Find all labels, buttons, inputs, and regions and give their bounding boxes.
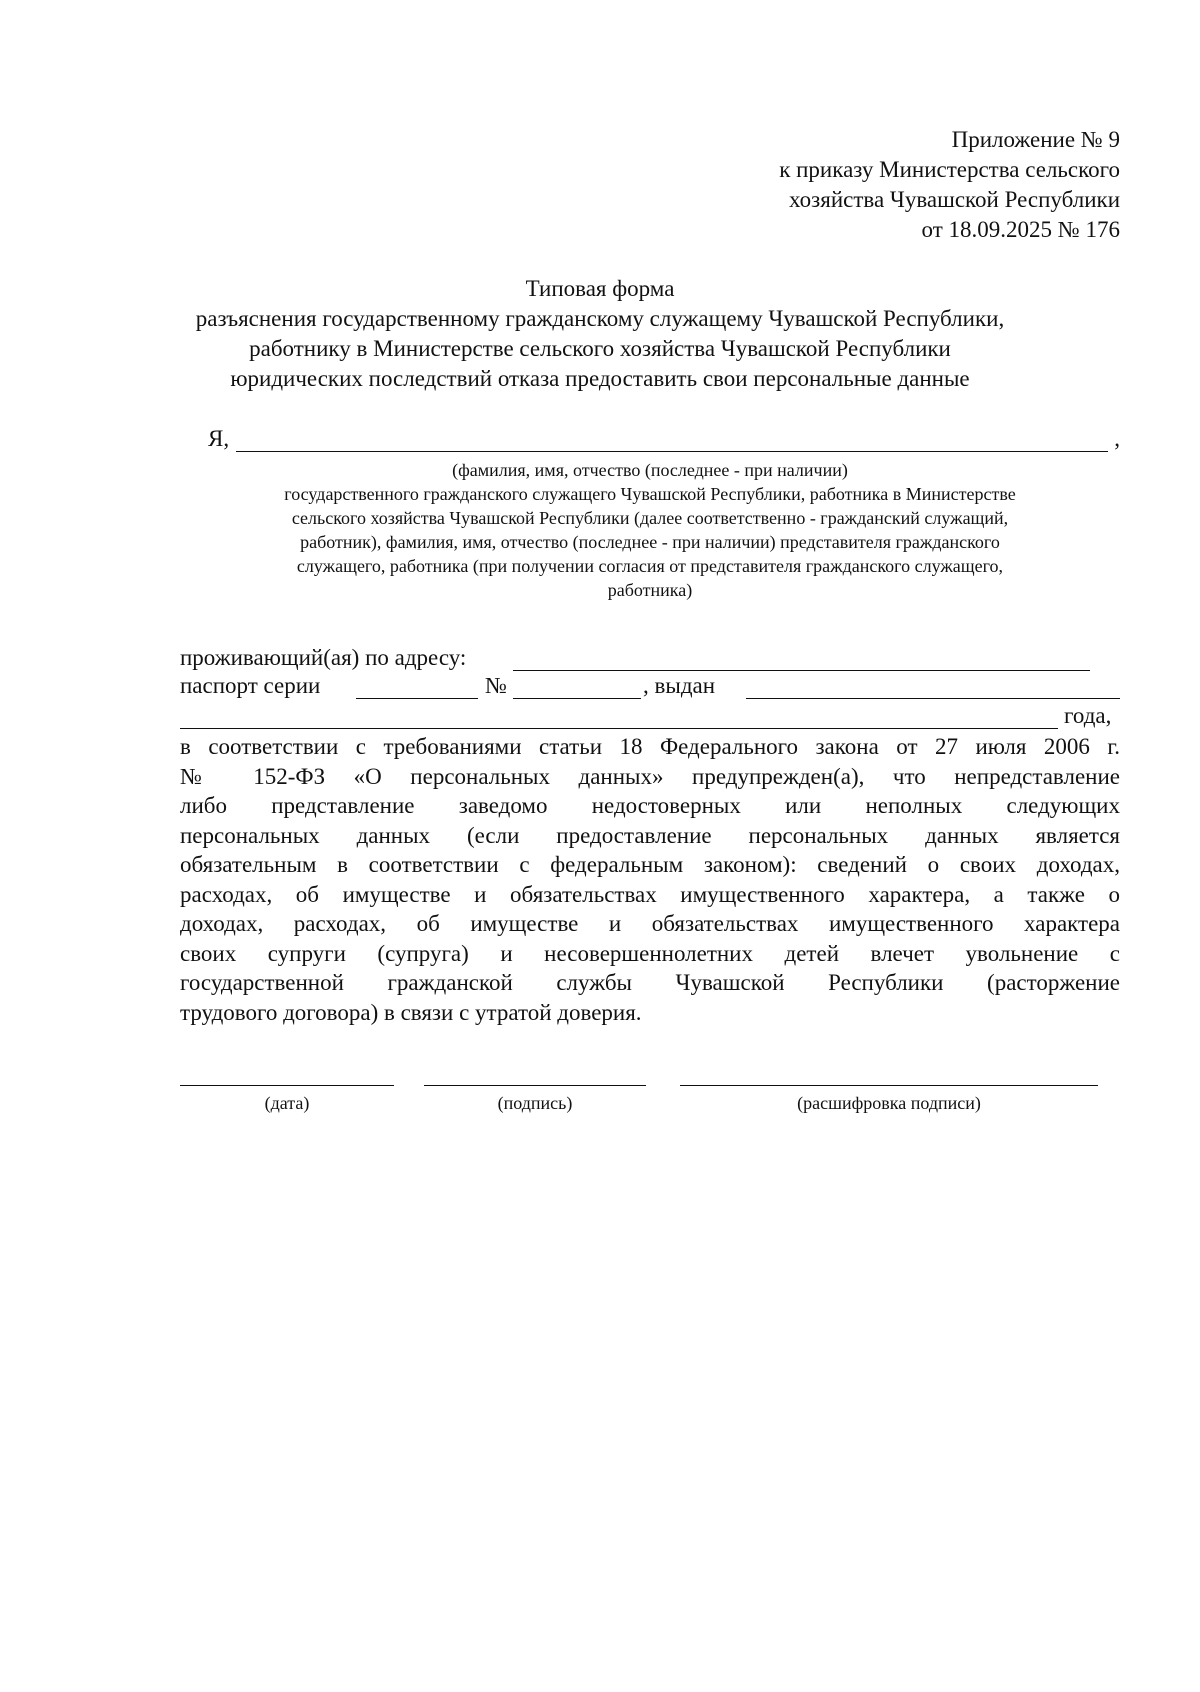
appendix-number: Приложение № 9 (951, 127, 1120, 152)
issuer-row (180, 701, 1120, 731)
form-title-line: юридических последствий отказа предоставить свои персональные данные (230, 366, 970, 391)
passport-number-field[interactable] (513, 698, 641, 699)
date-caption: (дата) (264, 1093, 310, 1113)
appendix-header (779, 125, 1120, 245)
paragraph-line: трудового договора) в связи с утратой доверия. (180, 999, 642, 1025)
date-field[interactable] (180, 1085, 394, 1086)
hint-line: служащего, работника (при получении согласия от представителя гражданского служащего, (296, 556, 1004, 576)
signature-decode-field[interactable] (680, 1085, 1098, 1086)
declarant-prefix: Я, (208, 426, 230, 451)
passport-number-label: № (485, 673, 507, 698)
form-title-line: работнику в Министерстве сельского хозяйства Чувашской Республики (249, 336, 951, 361)
hint-line: (фамилия, имя, отчество (последнее - при наличии) (452, 460, 848, 480)
signature-caption: (подпись) (497, 1093, 573, 1113)
passport-issued-field[interactable] (746, 698, 1120, 699)
passport-row (180, 671, 1120, 701)
hint-line: работника) (607, 580, 693, 600)
declarant-hint (180, 458, 1120, 602)
declarant-name-field[interactable] (236, 451, 1108, 452)
paragraph-line: обязательным в соответствии с федеральным законом): сведений о своих доходах, (180, 852, 1120, 877)
hint-line: работник), фамилия, имя, отчество (последнее - при наличии) представителя гражданского (300, 532, 1000, 552)
paragraph-line: либо представление заведомо недостоверных или неполных следующих (180, 793, 1120, 818)
paragraph-line: своих супруги (супруга) и несовершеннолетних детей влечет увольнение с (180, 940, 1120, 966)
appendix-order-ref: к приказу Министерства сельского (779, 157, 1120, 182)
hint-line: государственного гражданского служащего Чувашской Республики, работника в Министерстве (284, 484, 1016, 504)
passport-issuer-field[interactable] (180, 728, 1058, 729)
signature-field[interactable] (424, 1085, 646, 1086)
paragraph-line: государственной гражданской службы Чувашской Республики (расторжение (180, 970, 1120, 995)
form-title (0, 274, 1200, 394)
paragraph-line: расходах, об имуществе и обязательствах имущественного характера, а также о (180, 881, 1120, 907)
year-label: года, (1064, 703, 1112, 728)
passport-series-field[interactable] (356, 698, 478, 699)
declarant-comma: , (1114, 426, 1120, 451)
signature-decode-caption: (расшифровка подписи) (797, 1093, 981, 1113)
passport-series-label: паспорт серии (180, 673, 321, 698)
paragraph-line: в соответствии с требованиями статьи 18 Федерального закона от 27 июля 2006 г. (180, 734, 1120, 759)
address-label: проживающий(ая) по адресу: (180, 645, 467, 670)
warning-paragraph (180, 732, 1120, 1027)
form-title-line: Типовая форма (525, 276, 675, 301)
paragraph-line: доходах, расходах, об имуществе и обязательствах имущественного характера (180, 911, 1120, 936)
passport-issued-label: , выдан (643, 673, 716, 698)
appendix-ministry: хозяйства Чувашской Республики (789, 187, 1120, 212)
declarant-name-row (208, 424, 1120, 454)
paragraph-line: № 152-ФЗ «О персональных данных» предупрежден(а), что непредставление (180, 763, 1120, 789)
form-title-line: разъяснения государственному гражданскому служащему Чувашской Республики, (195, 306, 1005, 331)
address-row (180, 643, 1120, 673)
appendix-date: от 18.09.2025 № 176 (921, 217, 1120, 242)
hint-line: сельского хозяйства Чувашской Республики (далее соответственно - гражданский служащий, (291, 508, 1009, 528)
paragraph-line: персональных данных (если предоставление персональных данных является (180, 822, 1120, 848)
